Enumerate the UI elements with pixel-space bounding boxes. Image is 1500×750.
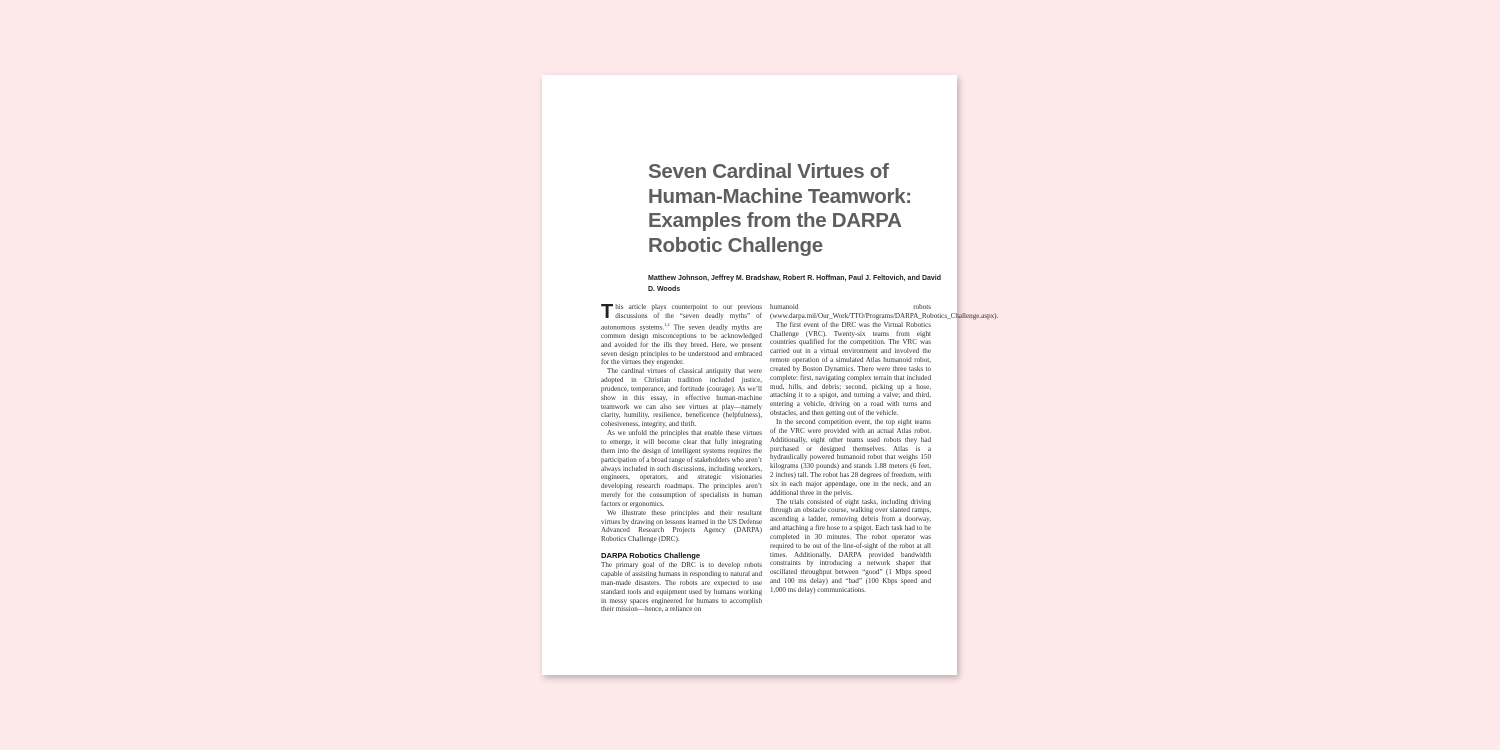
body-paragraph: The cardinal virtues of classical antiquity that were adopted in Christian tradition included justice, prudence, temperance, and fortitude (courage). As we’ll show in this essay, in effective human-machine teamwork we can also see virtues at play—namely clarity, humility, resilience, beneficence (helpfulness), cohesiveness, integrity, and thrift. <box>601 367 762 429</box>
body-paragraph: humanoid robots (www.darpa.mil/Our_Work/TTO/Programs/DARPA_Robotics_Challenge.aspx). <box>770 303 999 320</box>
right-column <box>770 303 999 595</box>
article-title: Seven Cardinal Virtues of Human-Machine Teamwork: Examples from the DARPA Robotic Challenge <box>648 160 912 257</box>
intro-text-rest: The seven deadly myths are common design misconceptions to be acknowledged and avoided for the ills they breed. Here, we present seven design principles to be understood and embraced for the virtues they engender. <box>601 323 762 367</box>
body-paragraph: The first event of the DRC was the Virtual Robotics Challenge (VRC). Twenty-six teams from eight countries qualified for the competition. The VRC was carried out in a virtual environment and involved the remote operation of a simulated Atlas humanoid robot, created by Boston Dynamics. There were three tasks to complete: first, navigating complex terrain that included mud, hills, and debris; second, picking up a hose, attaching it to a spigot, and turning a valve; and third, entering a vehicle, driving on a road with turns and obstacles, and then getting out of the vehicle. <box>770 320 931 418</box>
intro-paragraph <box>601 303 762 367</box>
body-paragraph: The trials consisted of eight tasks, including driving through an obstacle course, walking over slanted ramps, ascending a ladder, removing debris from a doorway, and attaching a fire hose to a spigot. Each task had to be completed in 30 minutes. The robot operator was required to be out of the line-of-sight of the robot at all times. Additionally, DARPA provided bandwidth constraints by introducing a network shaper that oscillated throughput between “good” (1 Mbps speed and 100 ms delay) and “bad” (100 Kbps speed and 1,000 ms delay) communications. <box>770 497 931 594</box>
body-paragraph: In the second competition event, the top eight teams of the VRC were provided with an actual Atlas robot. Additionally, eight other teams used robots they had purchased or designed themselves. Atlas is a hydraulically powered humanoid robot that weighs 150 kilograms (330 pounds) and stands 1.88 meters (6 feet, 2 inches) tall. The robot has 28 degrees of freedom, with six in each major appendage, one in the neck, and an additional three in the pelvis. <box>770 417 931 497</box>
body-paragraph: As we unfold the principles that enable these virtues to emerge, it will become clear that fully integrating them into the design of intelligent systems requires the participation of a broad range of stakeholders who aren’t always included in such discussions, including workers, engineers, operators, and strategic visionaries developing research roadmaps. The principles aren’t merely for the consumption of specialists in human factors or ergonomics. <box>601 429 762 508</box>
paper-page <box>542 75 999 675</box>
article-authors: Matthew Johnson, Jeffrey M. Bradshaw, Robert R. Hoffman, Paul J. Feltovich, and David D. Woods <box>648 275 942 293</box>
section-heading: DARPA Robotics Challenge <box>601 551 701 561</box>
body-paragraph: We illustrate these principles and their resultant virtues by drawing on lessons learned in the US Defense Advanced Research Projects Agency (DARPA) Robotics Challenge (DRC). <box>601 508 762 544</box>
citation-superscript: 1,2 <box>664 321 670 327</box>
intro-text: his article plays counterpoint to our previous discussions of the “seven deadly myths” of autonomous systems. <box>601 303 762 332</box>
body-paragraph: The primary goal of the DRC is to develop robots capable of assisting humans in responding to natural and man-made disasters. The robots are expected to use standard tools and equipment used by humans working in messy spaces engineered for humans to accomplish their mission—hence, a reliance on <box>601 561 762 614</box>
drop-cap: T <box>601 301 614 323</box>
left-column <box>601 303 762 614</box>
